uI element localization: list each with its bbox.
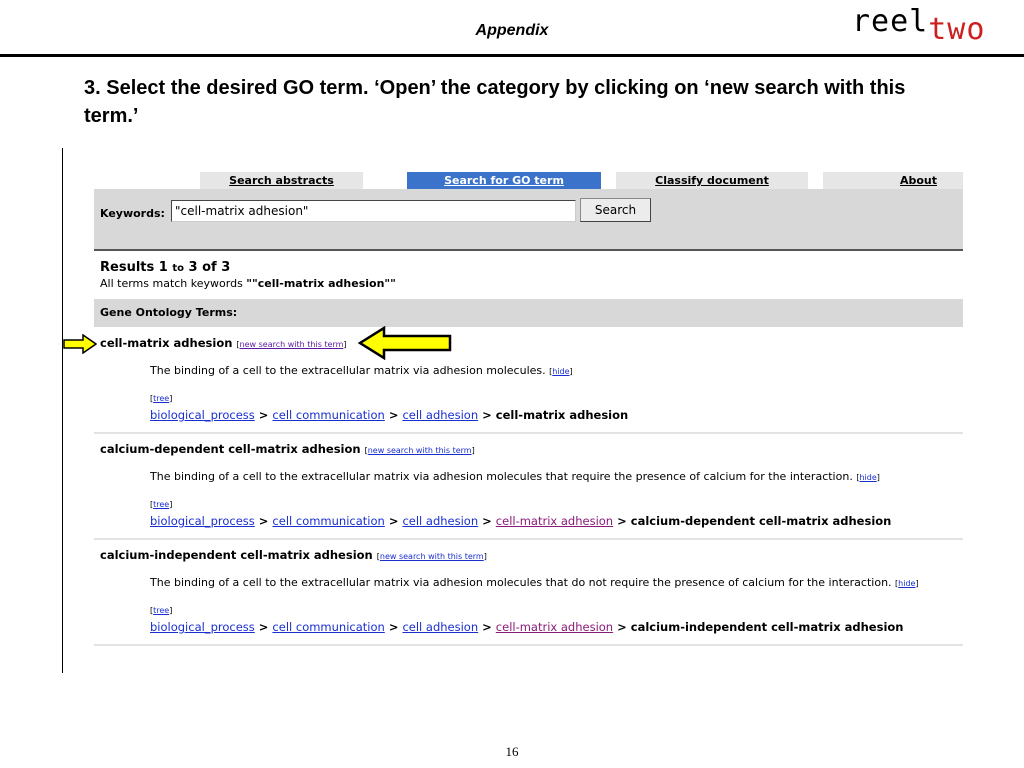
tree-link[interactable]: tree	[153, 500, 170, 509]
term-definition	[150, 364, 573, 377]
crumb-current: calcium-dependent cell-matrix adhesion	[630, 514, 892, 528]
crumb-cell-adhesion[interactable]: cell adhesion	[402, 620, 479, 634]
tab-classify-document[interactable]: Classify document	[616, 172, 808, 189]
results-to: to	[172, 263, 184, 274]
term-definition	[150, 576, 919, 589]
tab-about[interactable]: About	[823, 172, 963, 189]
crumb-biological-process[interactable]: biological_process	[150, 408, 255, 422]
keywords-input[interactable]	[171, 200, 576, 222]
term-breadcrumb: biological_process > cell communication > cell adhesion > cell-matrix adhesion > calcium-dependent cell-matrix adhesion	[150, 514, 892, 528]
results-prefix: Results 1	[100, 260, 173, 275]
keywords-label: Keywords:	[100, 207, 165, 220]
results-match-text	[100, 277, 396, 290]
term-breadcrumb: biological_process > cell communication > cell adhesion > cell-matrix adhesion	[150, 408, 629, 422]
tree-link-wrap: [tree]	[150, 394, 173, 403]
crumb-cell-communication[interactable]: cell communication	[272, 408, 385, 422]
term-name	[100, 548, 487, 562]
crumb-current: cell-matrix adhesion	[495, 408, 629, 422]
match-prefix: All terms match keywords	[100, 277, 247, 290]
tree-link-wrap: [tree]	[150, 500, 173, 509]
definition-text: The binding of a cell to the extracellular matrix via adhesion molecules that require the presence of calcium for the interaction.	[150, 470, 853, 483]
hide-link[interactable]: hide	[552, 367, 570, 376]
new-search-with-term-link[interactable]: new search with this term	[379, 552, 484, 561]
term-divider	[94, 538, 963, 540]
arrow-left-icon	[358, 326, 452, 360]
tab-bar	[94, 172, 963, 189]
new-search-with-term-link[interactable]: new search with this term	[367, 446, 472, 455]
crumb-cell-communication[interactable]: cell communication	[272, 620, 385, 634]
arrow-right-icon	[63, 334, 97, 354]
tree-link-wrap: [tree]	[150, 606, 173, 615]
search-button[interactable]: Search	[580, 198, 651, 222]
slide-title: Appendix	[475, 22, 549, 39]
definition-text: The binding of a cell to the extracellular matrix via adhesion molecules.	[150, 364, 546, 377]
new-search-link-wrap: [new search with this term]	[376, 552, 487, 561]
crumb-cell-matrix-adhesion[interactable]: cell-matrix adhesion	[495, 514, 614, 528]
term-divider	[94, 432, 963, 434]
go-terms-header-label: Gene Ontology Terms:	[100, 306, 238, 319]
instruction-text: 3. Select the desired GO term. ‘Open’ the category by clicking on ‘new search with this term.’	[84, 77, 906, 127]
go-terms-header	[94, 299, 963, 327]
crumb-cell-matrix-adhesion[interactable]: cell-matrix adhesion	[495, 620, 614, 634]
term-divider	[94, 644, 963, 646]
definition-text: The binding of a cell to the extracellular matrix via adhesion molecules that do not require the presence of calcium for the interaction.	[150, 576, 892, 589]
left-margin-line	[62, 148, 63, 673]
crumb-biological-process[interactable]: biological_process	[150, 620, 255, 634]
search-panel	[94, 189, 963, 251]
new-search-link-wrap: [new search with this term]	[364, 446, 475, 455]
results-suffix: 3 of 3	[183, 260, 231, 275]
tab-search-go-term[interactable]: Search for GO term	[407, 172, 601, 189]
crumb-cell-adhesion[interactable]: cell adhesion	[402, 514, 479, 528]
hide-link-wrap: [hide]	[895, 579, 919, 588]
tree-link[interactable]: tree	[153, 606, 170, 615]
term-name	[100, 442, 475, 456]
match-keywords: ""cell-matrix adhesion""	[246, 277, 396, 290]
term-definition	[150, 470, 880, 483]
results-count	[100, 260, 230, 275]
hide-link-wrap: [hide]	[856, 473, 880, 482]
term-breadcrumb: biological_process > cell communication > cell adhesion > cell-matrix adhesion > calcium-independent cell-matrix adhesion	[150, 620, 904, 634]
header-divider	[0, 54, 1024, 57]
crumb-cell-adhesion[interactable]: cell adhesion	[402, 408, 479, 422]
crumb-current: calcium-independent cell-matrix adhesion	[630, 620, 904, 634]
hide-link-wrap: [hide]	[549, 367, 573, 376]
reeltwo-logo	[852, 4, 986, 47]
page-number: 16	[505, 744, 519, 759]
logo-reel-text: reel	[852, 4, 929, 39]
hide-link[interactable]: hide	[898, 579, 916, 588]
tab-search-abstracts[interactable]: Search abstracts	[200, 172, 363, 189]
term-title: cell-matrix adhesion	[100, 336, 233, 350]
new-search-with-term-link[interactable]: new search with this term	[239, 340, 344, 349]
new-search-link-wrap: [new search with this term]	[236, 340, 347, 349]
term-name	[100, 336, 347, 350]
tree-link[interactable]: tree	[153, 394, 170, 403]
crumb-cell-communication[interactable]: cell communication	[272, 514, 385, 528]
term-title: calcium-dependent cell-matrix adhesion	[100, 442, 361, 456]
term-title: calcium-independent cell-matrix adhesion	[100, 548, 373, 562]
hide-link[interactable]: hide	[859, 473, 877, 482]
crumb-biological-process[interactable]: biological_process	[150, 514, 255, 528]
logo-two-text: two	[928, 12, 986, 47]
go-search-app	[94, 172, 963, 652]
